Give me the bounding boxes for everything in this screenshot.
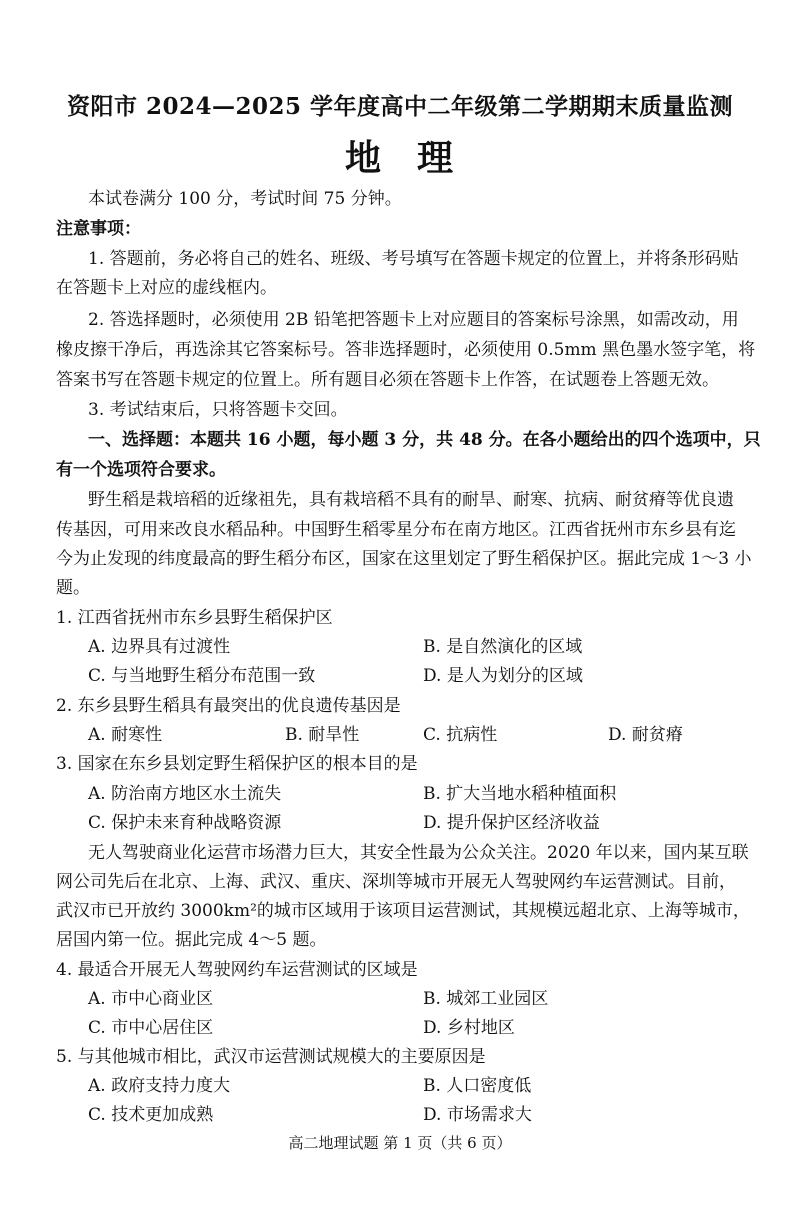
subject-char-1: 地: [344, 137, 383, 179]
option-c: C. 技术更加成熟: [88, 1105, 214, 1125]
notice-line: 橡皮擦干净后，再选涂其它答案标号。答非选择题时，必须使用 0.5mm 黑色墨水签字笔，将: [56, 340, 756, 360]
option-d: D. 提升保护区经济收益: [423, 813, 600, 833]
section-heading-cont: 有一个选项符合要求。: [56, 460, 226, 480]
option-d: D. 耐贫瘠: [608, 725, 683, 745]
option-b: B. 是自然演化的区域: [423, 637, 583, 657]
exam-title: 资阳市 2024—2025 学年度高中二年级第二学期期末质量监测: [66, 93, 734, 120]
option-a: A. 边界具有过渡性: [88, 637, 231, 657]
subject-char-2: 理: [417, 137, 456, 179]
option-d: D. 是人为划分的区域: [423, 666, 583, 686]
question-stem: 5. 与其他城市相比，武汉市运营测试规模大的主要原因是: [56, 1047, 486, 1067]
intro-text: 本试卷满分 100 分，考试时间 75 分钟。: [88, 189, 402, 209]
passage-line: 网公司先后在北京、上海、武汉、重庆、深圳等城市开展无人驾驶网约车运营测试。目前，: [56, 872, 736, 892]
passage-line: 武汉市已开放约 3000km²的城市区域用于该项目运营测试，其规模远超北京、上海等城市，: [56, 901, 750, 921]
option-d: D. 市场需求大: [423, 1105, 532, 1125]
option-c: C. 与当地野生稻分布范围一致: [88, 666, 316, 686]
passage-line: 传基因，可用来改良水稻品种。中国野生稻零星分布在南方地区。江西省抚州市东乡县有迄: [56, 520, 736, 540]
passage-line: 题。: [56, 578, 90, 598]
option-b: B. 人口密度低: [423, 1076, 532, 1096]
passage-line: 居国内第一位。据此完成 4～5 题。: [56, 930, 327, 950]
option-c: C. 保护未来育种战略资源: [88, 813, 282, 833]
passage-line: 今为止发现的纬度最高的野生稻分布区，国家在这里划定了野生稻保护区。据此完成 1～3 小: [56, 549, 752, 569]
option-c: C. 市中心居住区: [88, 1018, 214, 1038]
notice-line: 1. 答题前，务必将自己的姓名、班级、考号填写在答题卡规定的位置上，并将条形码贴: [88, 249, 739, 269]
option-b: B. 扩大当地水稻种植面积: [423, 784, 617, 804]
notice-line: 答案书写在答题卡规定的位置上。所有题目必须在答题卡上作答，在试题卷上答题无效。: [56, 370, 719, 390]
notice-line: 在答题卡上对应的虚线框内。: [56, 278, 277, 298]
notice-line: 3. 考试结束后，只将答题卡交回。: [88, 400, 348, 420]
question-stem: 4. 最适合开展无人驾驶网约车运营测试的区域是: [56, 960, 418, 980]
passage-line: 野生稻是栽培稻的近缘祖先，具有栽培稻不具有的耐旱、耐寒、抗病、耐贫瘠等优良遗: [88, 490, 734, 510]
option-a: A. 政府支持力度大: [88, 1076, 231, 1096]
option-b: B. 耐旱性: [285, 725, 360, 745]
passage-line: 无人驾驶商业化运营市场潜力巨大，其安全性最为公众关注。2020 年以来，国内某互联: [88, 843, 749, 863]
page-footer: 高二地理试题 第 1 页（共 6 页）: [288, 1134, 512, 1152]
option-d: D. 乡村地区: [423, 1018, 515, 1038]
notice-heading: 注意事项：: [56, 219, 141, 239]
question-stem: 3. 国家在东乡县划定野生稻保护区的根本目的是: [56, 754, 418, 774]
question-stem: 1. 江西省抚州市东乡县野生稻保护区: [56, 608, 333, 628]
option-c: C. 抗病性: [423, 725, 498, 745]
option-a: A. 市中心商业区: [88, 989, 214, 1009]
option-a: A. 耐寒性: [88, 725, 163, 745]
notice-line: 2. 答选择题时，必须使用 2B 铅笔把答题卡上对应题目的答案标号涂黑，如需改动，用: [88, 310, 739, 330]
question-stem: 2. 东乡县野生稻具有最突出的优良遗传基因是: [56, 696, 401, 716]
section-heading: 一、选择题：本题共 16 小题，每小题 3 分，共 48 分。在各小题给出的四个选项中，只: [88, 430, 761, 450]
subject-title: [0, 130, 800, 181]
option-a: A. 防治南方地区水土流失: [88, 784, 282, 804]
option-b: B. 城郊工业园区: [423, 989, 549, 1009]
